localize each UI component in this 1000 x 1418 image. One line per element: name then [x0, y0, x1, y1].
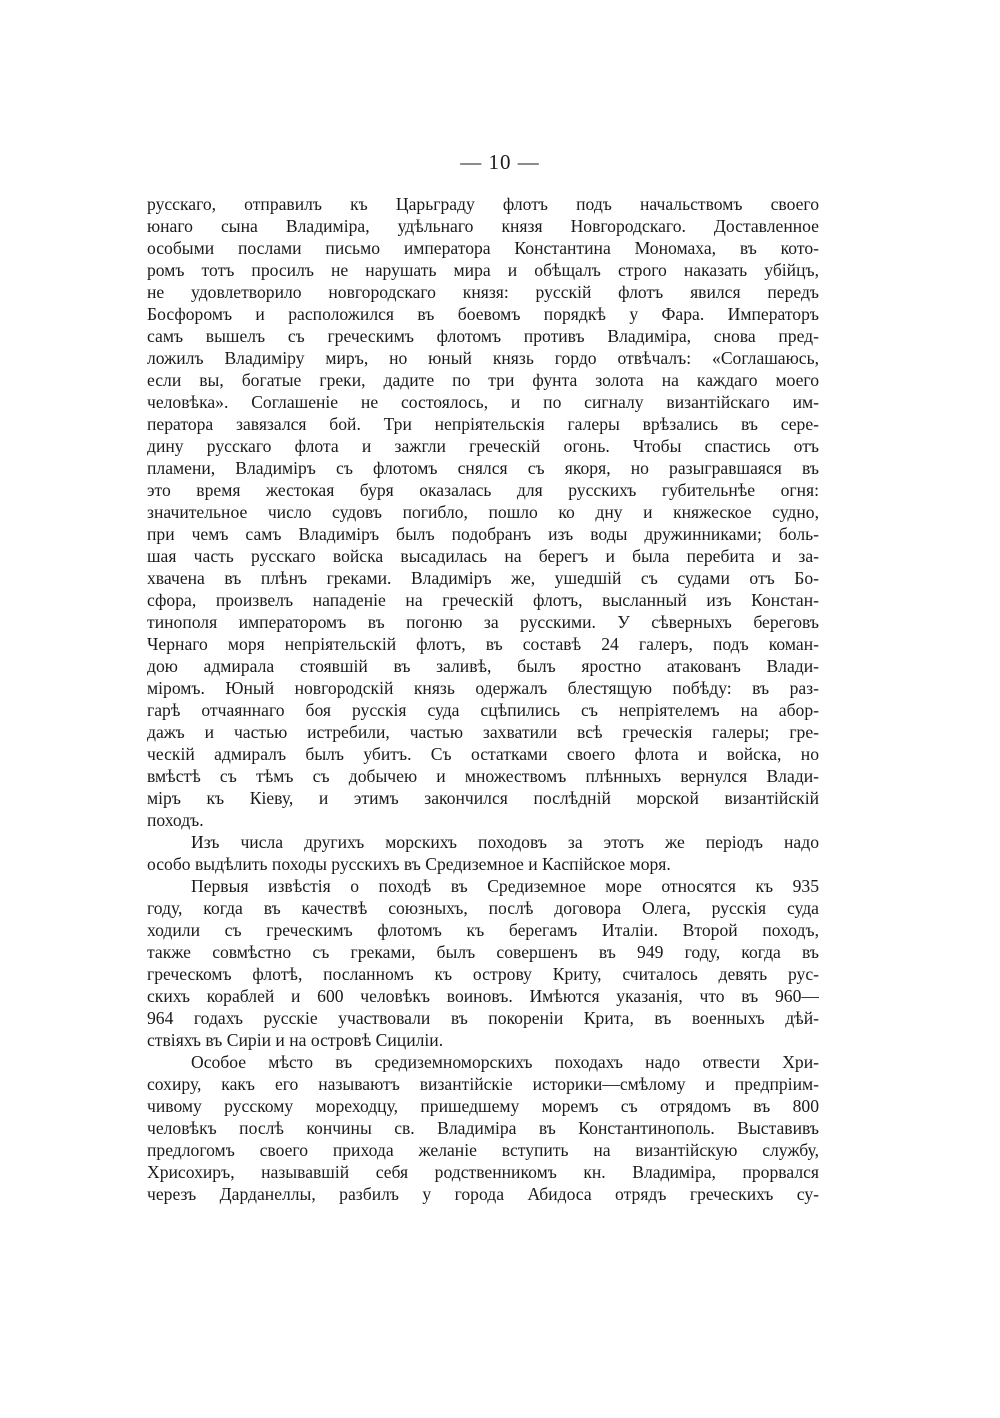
- text-line: при чемъ самъ Владиміръ былъ подобранъ изъ воды дружинниками; боль-: [147, 524, 819, 544]
- text-line: особыми послами письмо императора Константина Мономаха, въ кото-: [147, 238, 819, 258]
- text-line: ходили съ греческимъ флотомъ къ берегамъ Италіи. Второй походъ,: [147, 920, 819, 940]
- text-line: черезъ Дарданеллы, разбилъ у города Абидоса отрядъ греческихъ су-: [147, 1184, 819, 1204]
- text-line: дажъ и частью истребили, частью захватили всѣ греческія галеры; гре-: [147, 722, 819, 742]
- text-line: предлогомъ своего прихода желаніе вступить на византійскую службу,: [147, 1140, 819, 1160]
- page-number: — 10 —: [460, 150, 540, 174]
- text-line: гарѣ отчаяннаго боя русскія суда сцѣпились съ непріятелемъ на абор-: [147, 700, 819, 720]
- text-line: ложилъ Владиміру миръ, но юный князь гордо отвѣчалъ: «Соглашаюсь,: [147, 348, 819, 368]
- text-line: ствіяхъ въ Сиріи и на островѣ Сициліи.: [147, 1030, 444, 1050]
- text-line: не удовлетворило новгородскаго князя: русскій флотъ явился передъ: [147, 282, 819, 302]
- text-line: также совмѣстно съ греками, былъ совершенъ въ 949 году, когда въ: [147, 942, 819, 962]
- text-line: вмѣстѣ съ тѣмъ съ добычею и множествомъ плѣнныхъ вернулся Влади-: [147, 766, 819, 786]
- text-line: Особое мѣсто въ средиземноморскихъ походахъ надо отвести Хри-: [191, 1052, 819, 1072]
- text-line: дину русскаго флота и зажгли греческій огонь. Чтобы спастись отъ: [147, 436, 819, 456]
- text-line: хвачена въ плѣнъ греками. Владиміръ же, ушедшій съ судами отъ Бо-: [147, 568, 819, 588]
- text-line: Первыя извѣстія о походѣ въ Средиземное море относятся къ 935: [191, 876, 819, 896]
- text-line: человѣкъ послѣ кончины св. Владиміра въ Константинополь. Выставивъ: [147, 1118, 819, 1138]
- text-line: греческомъ флотѣ, посланномъ къ острову Криту, считалось девять рус-: [147, 964, 819, 984]
- body-text: [147, 193, 819, 1205]
- text-line: человѣка». Соглашеніе не состоялось, и по сигналу византійскаго им-: [147, 392, 819, 412]
- text-line: году, когда въ качествѣ союзныхъ, послѣ договора Олега, русскія суда: [147, 898, 819, 918]
- text-line: Хрисохиръ, называвшій себя родственникомъ кн. Владиміра, прорвался: [147, 1162, 819, 1182]
- text-line: русскаго, отправилъ къ Царьграду флотъ подъ начальствомъ своего: [147, 194, 819, 214]
- paragraph: [147, 193, 819, 831]
- text-line: Изъ числа другихъ морскихъ походовъ за этотъ же періодъ надо: [191, 832, 819, 852]
- text-line: ператора завязался бой. Три непріятельскія галеры врѣзались въ сере-: [147, 414, 819, 434]
- text-line: міромъ. Юный новгородскій князь одержалъ блестящую побѣду: въ раз-: [147, 678, 819, 698]
- text-line: это время жестокая буря оказалась для русскихъ губительнѣе огня:: [147, 480, 819, 500]
- text-line: походъ.: [147, 810, 204, 830]
- text-line: юнаго сына Владиміра, удѣльнаго князя Новгородскаго. Доставленное: [147, 216, 819, 236]
- text-line: значительное число судовъ погибло, пошло ко дну и княжеское судно,: [147, 502, 819, 522]
- text-line: 964 годахъ русскіе участвовали въ покореніи Крита, въ военныхъ дѣй-: [147, 1008, 819, 1028]
- text-line: пламени, Владиміръ съ флотомъ снялся съ якоря, но разыгравшаяся въ: [147, 458, 819, 478]
- text-line: сфора, произвелъ нападеніе на греческій флотъ, высланный изъ Констан-: [147, 590, 819, 610]
- text-line: особо выдѣлить походы русскихъ въ Средиземное и Каспійское моря.: [147, 854, 671, 874]
- paragraph: [147, 875, 819, 1051]
- text-line: дою адмирала стоявшій въ заливѣ, былъ яростно атакованъ Влади-: [147, 656, 819, 676]
- paragraph: [147, 1051, 819, 1205]
- paragraph: [147, 831, 819, 875]
- text-line: скихъ кораблей и 600 человѣкъ воиновъ. Имѣются указанія, что въ 960—: [147, 986, 819, 1006]
- text-line: тинополя императоромъ въ погоню за русскими. У сѣверныхъ береговъ: [147, 612, 819, 632]
- text-line: ромъ тотъ просилъ не нарушать мира и обѣщалъ строго наказать убійцъ,: [147, 260, 819, 280]
- text-line: ческій адмиралъ былъ убитъ. Съ остатками своего флота и войска, но: [147, 744, 819, 764]
- text-line: міръ къ Кіеву, и этимъ закончился послѣдній морской византійскій: [147, 788, 819, 808]
- text-line: шая часть русскаго войска высадилась на берегъ и была перебита и за-: [147, 546, 819, 566]
- text-line: Чернаго моря непріятельскій флотъ, въ составѣ 24 галеръ, подъ коман-: [147, 634, 819, 654]
- text-line: самъ вышелъ съ греческимъ флотомъ противъ Владиміра, снова пред-: [147, 326, 819, 346]
- text-line: сохиру, какъ его называютъ византійскіе историки—смѣлому и предпріим-: [147, 1074, 819, 1094]
- text-line: Босфоромъ и расположился въ боевомъ порядкѣ у Фара. Императоръ: [147, 304, 819, 324]
- text-line: если вы, богатые греки, дадите по три фунта золота на каждаго моего: [147, 370, 819, 390]
- text-line: чивому русскому мореходцу, пришедшему моремъ съ отрядомъ въ 800: [147, 1096, 819, 1116]
